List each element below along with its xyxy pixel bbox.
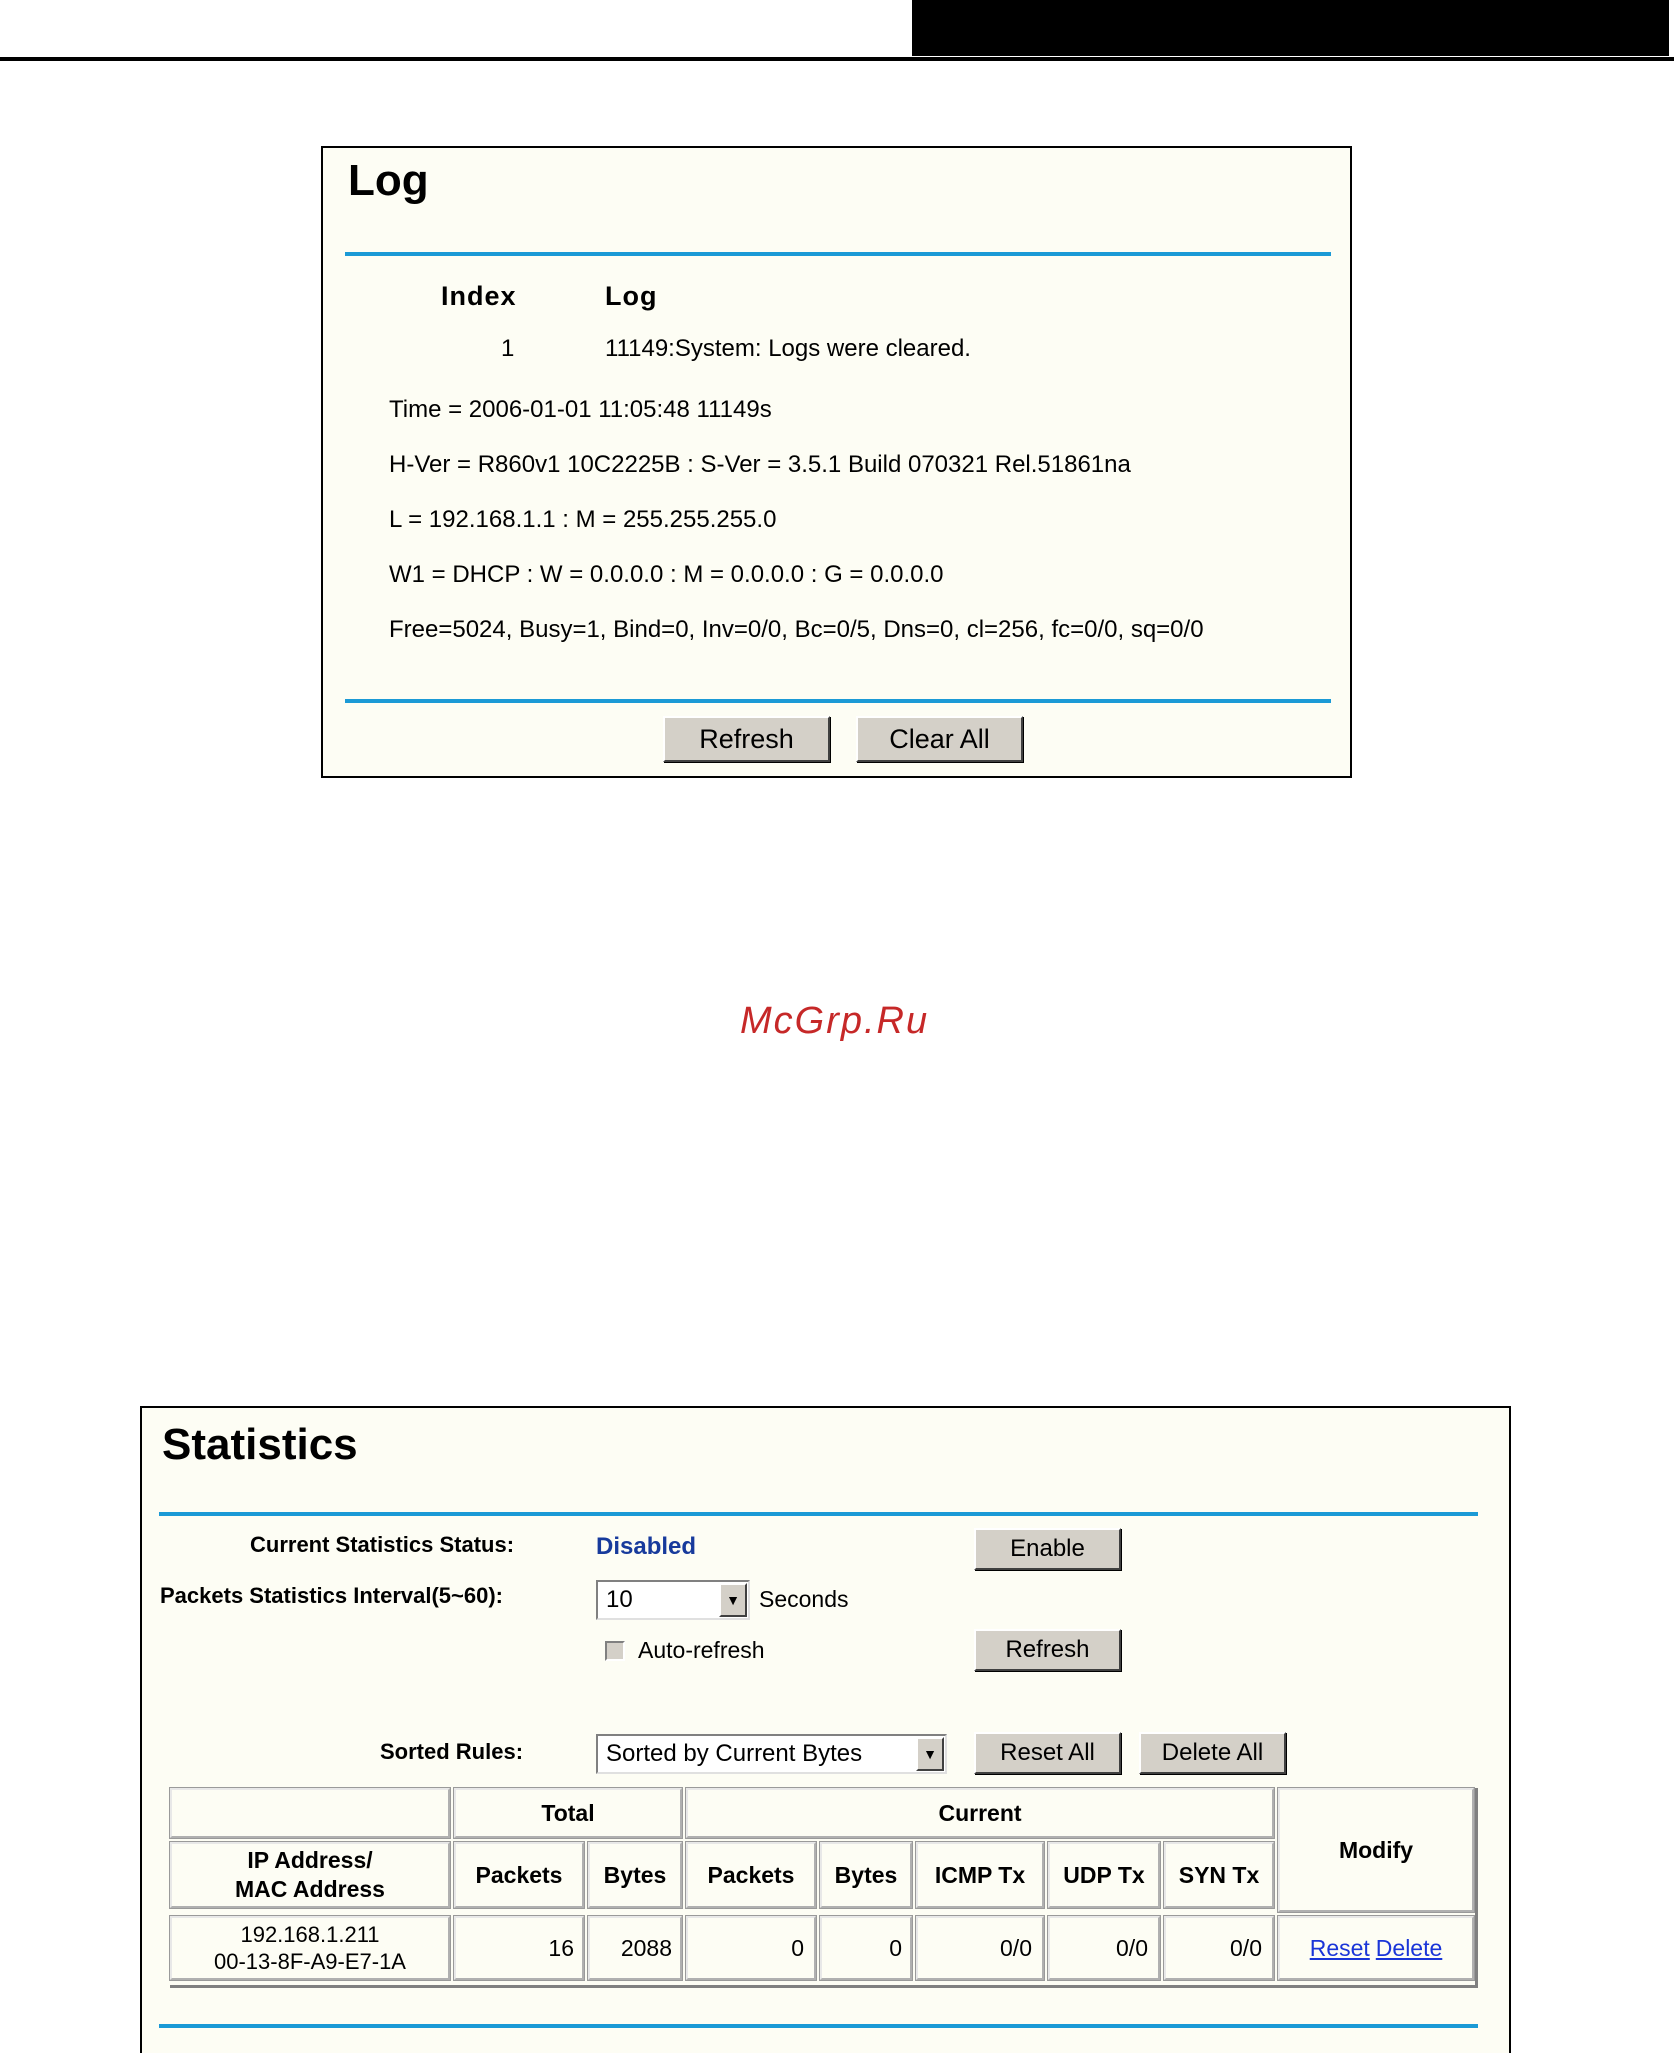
mac-header: MAC Address — [235, 1876, 385, 1902]
log-detail-time: Time = 2006-01-01 11:05:48 11149s — [389, 396, 772, 423]
refresh-button[interactable]: Refresh — [663, 716, 830, 762]
udp-header: UDP Tx — [1063, 1861, 1145, 1888]
ip-mac-header — [170, 1842, 450, 1908]
status-label: Current Statistics Status: — [250, 1532, 515, 1557]
reset-all-button[interactable]: Reset All — [974, 1732, 1121, 1774]
mac-address: 00-13-8F-A9-E7-1A — [214, 1949, 406, 1974]
watermark: McGrp.Ru — [740, 1000, 930, 1042]
auto-refresh-checkbox[interactable] — [605, 1641, 625, 1661]
ip-mac-value — [170, 1916, 450, 1980]
chevron-down-icon[interactable]: ▼ — [719, 1583, 747, 1617]
blank-header-cell — [170, 1788, 450, 1838]
enable-button[interactable]: Enable — [974, 1528, 1121, 1570]
stats-refresh-button[interactable]: Refresh — [974, 1629, 1121, 1671]
syn-header: SYN Tx — [1178, 1861, 1260, 1888]
modify-header: Modify — [1338, 1836, 1414, 1863]
sorted-rules-select[interactable] — [596, 1734, 947, 1774]
reset-link[interactable]: Reset — [1309, 1934, 1370, 1961]
auto-refresh-label: Auto-refresh — [638, 1637, 765, 1663]
statistics-panel — [140, 1406, 1511, 2053]
chevron-down-icon[interactable]: ▼ — [916, 1737, 944, 1771]
syn-value: 0/0 — [1230, 1934, 1262, 1961]
delete-link[interactable]: Delete — [1375, 1934, 1443, 1961]
status-value: Disabled — [596, 1533, 697, 1560]
interval-select-value: 10 — [606, 1586, 633, 1613]
index-column-header: Index — [441, 281, 517, 311]
log-panel — [321, 146, 1352, 778]
total-packets-value: 16 — [548, 1934, 574, 1961]
header-rule — [0, 57, 1674, 61]
sorted-rules-label: Sorted Rules: — [380, 1739, 524, 1764]
statistics-title: Statistics — [162, 1420, 358, 1469]
top-divider — [345, 252, 1331, 256]
delete-all-button[interactable]: Delete All — [1139, 1732, 1286, 1774]
log-entry-index: 1 — [501, 335, 515, 362]
log-detail-resources: Free=5024, Busy=1, Bind=0, Inv=0/0, Bc=0/5, Dns=0, cl=256, fc=0/0, sq=0/0 — [389, 616, 1204, 643]
current-packets-header: Packets — [707, 1861, 795, 1888]
udp-value: 0/0 — [1116, 1934, 1148, 1961]
header-black-bar — [912, 0, 1669, 56]
statistics-table — [170, 1788, 1478, 1988]
log-entry-text: 11149:System: Logs were cleared. — [605, 335, 971, 362]
log-detail-version: H-Ver = R860v1 10C2225B : S-Ver = 3.5.1 Build 070321 Rel.51861na — [389, 451, 1131, 478]
ip-address: 192.168.1.211 — [240, 1921, 380, 1947]
modify-links — [1278, 1916, 1474, 1980]
page-title: Log — [348, 156, 429, 205]
stats-top-divider — [159, 1512, 1478, 1516]
total-group-header: Total — [541, 1799, 595, 1826]
current-group-header: Current — [938, 1799, 1022, 1826]
current-packets-value: 0 — [791, 1934, 804, 1961]
current-bytes-value: 0 — [889, 1934, 902, 1961]
bottom-divider — [345, 699, 1331, 703]
icmp-value: 0/0 — [1000, 1934, 1032, 1961]
total-bytes-value: 2088 — [620, 1934, 672, 1961]
interval-label: Packets Statistics Interval(5~60): — [160, 1583, 504, 1608]
total-bytes-header: Bytes — [603, 1861, 667, 1888]
total-packets-header: Packets — [475, 1861, 563, 1888]
current-bytes-header: Bytes — [834, 1861, 898, 1888]
icmp-header: ICMP Tx — [934, 1861, 1026, 1888]
clear-all-button[interactable]: Clear All — [856, 716, 1023, 762]
interval-unit: Seconds — [759, 1586, 849, 1612]
sorted-rules-value: Sorted by Current Bytes — [606, 1740, 863, 1767]
log-column-header: Log — [605, 281, 658, 311]
stats-bottom-divider — [159, 2024, 1478, 2028]
log-detail-lan: L = 192.168.1.1 : M = 255.255.255.0 — [389, 506, 777, 533]
ip-header: IP Address/ — [247, 1847, 373, 1874]
interval-select[interactable] — [596, 1580, 750, 1620]
log-detail-wan: W1 = DHCP : W = 0.0.0.0 : M = 0.0.0.0 : G = 0.0.0.0 — [389, 561, 944, 588]
